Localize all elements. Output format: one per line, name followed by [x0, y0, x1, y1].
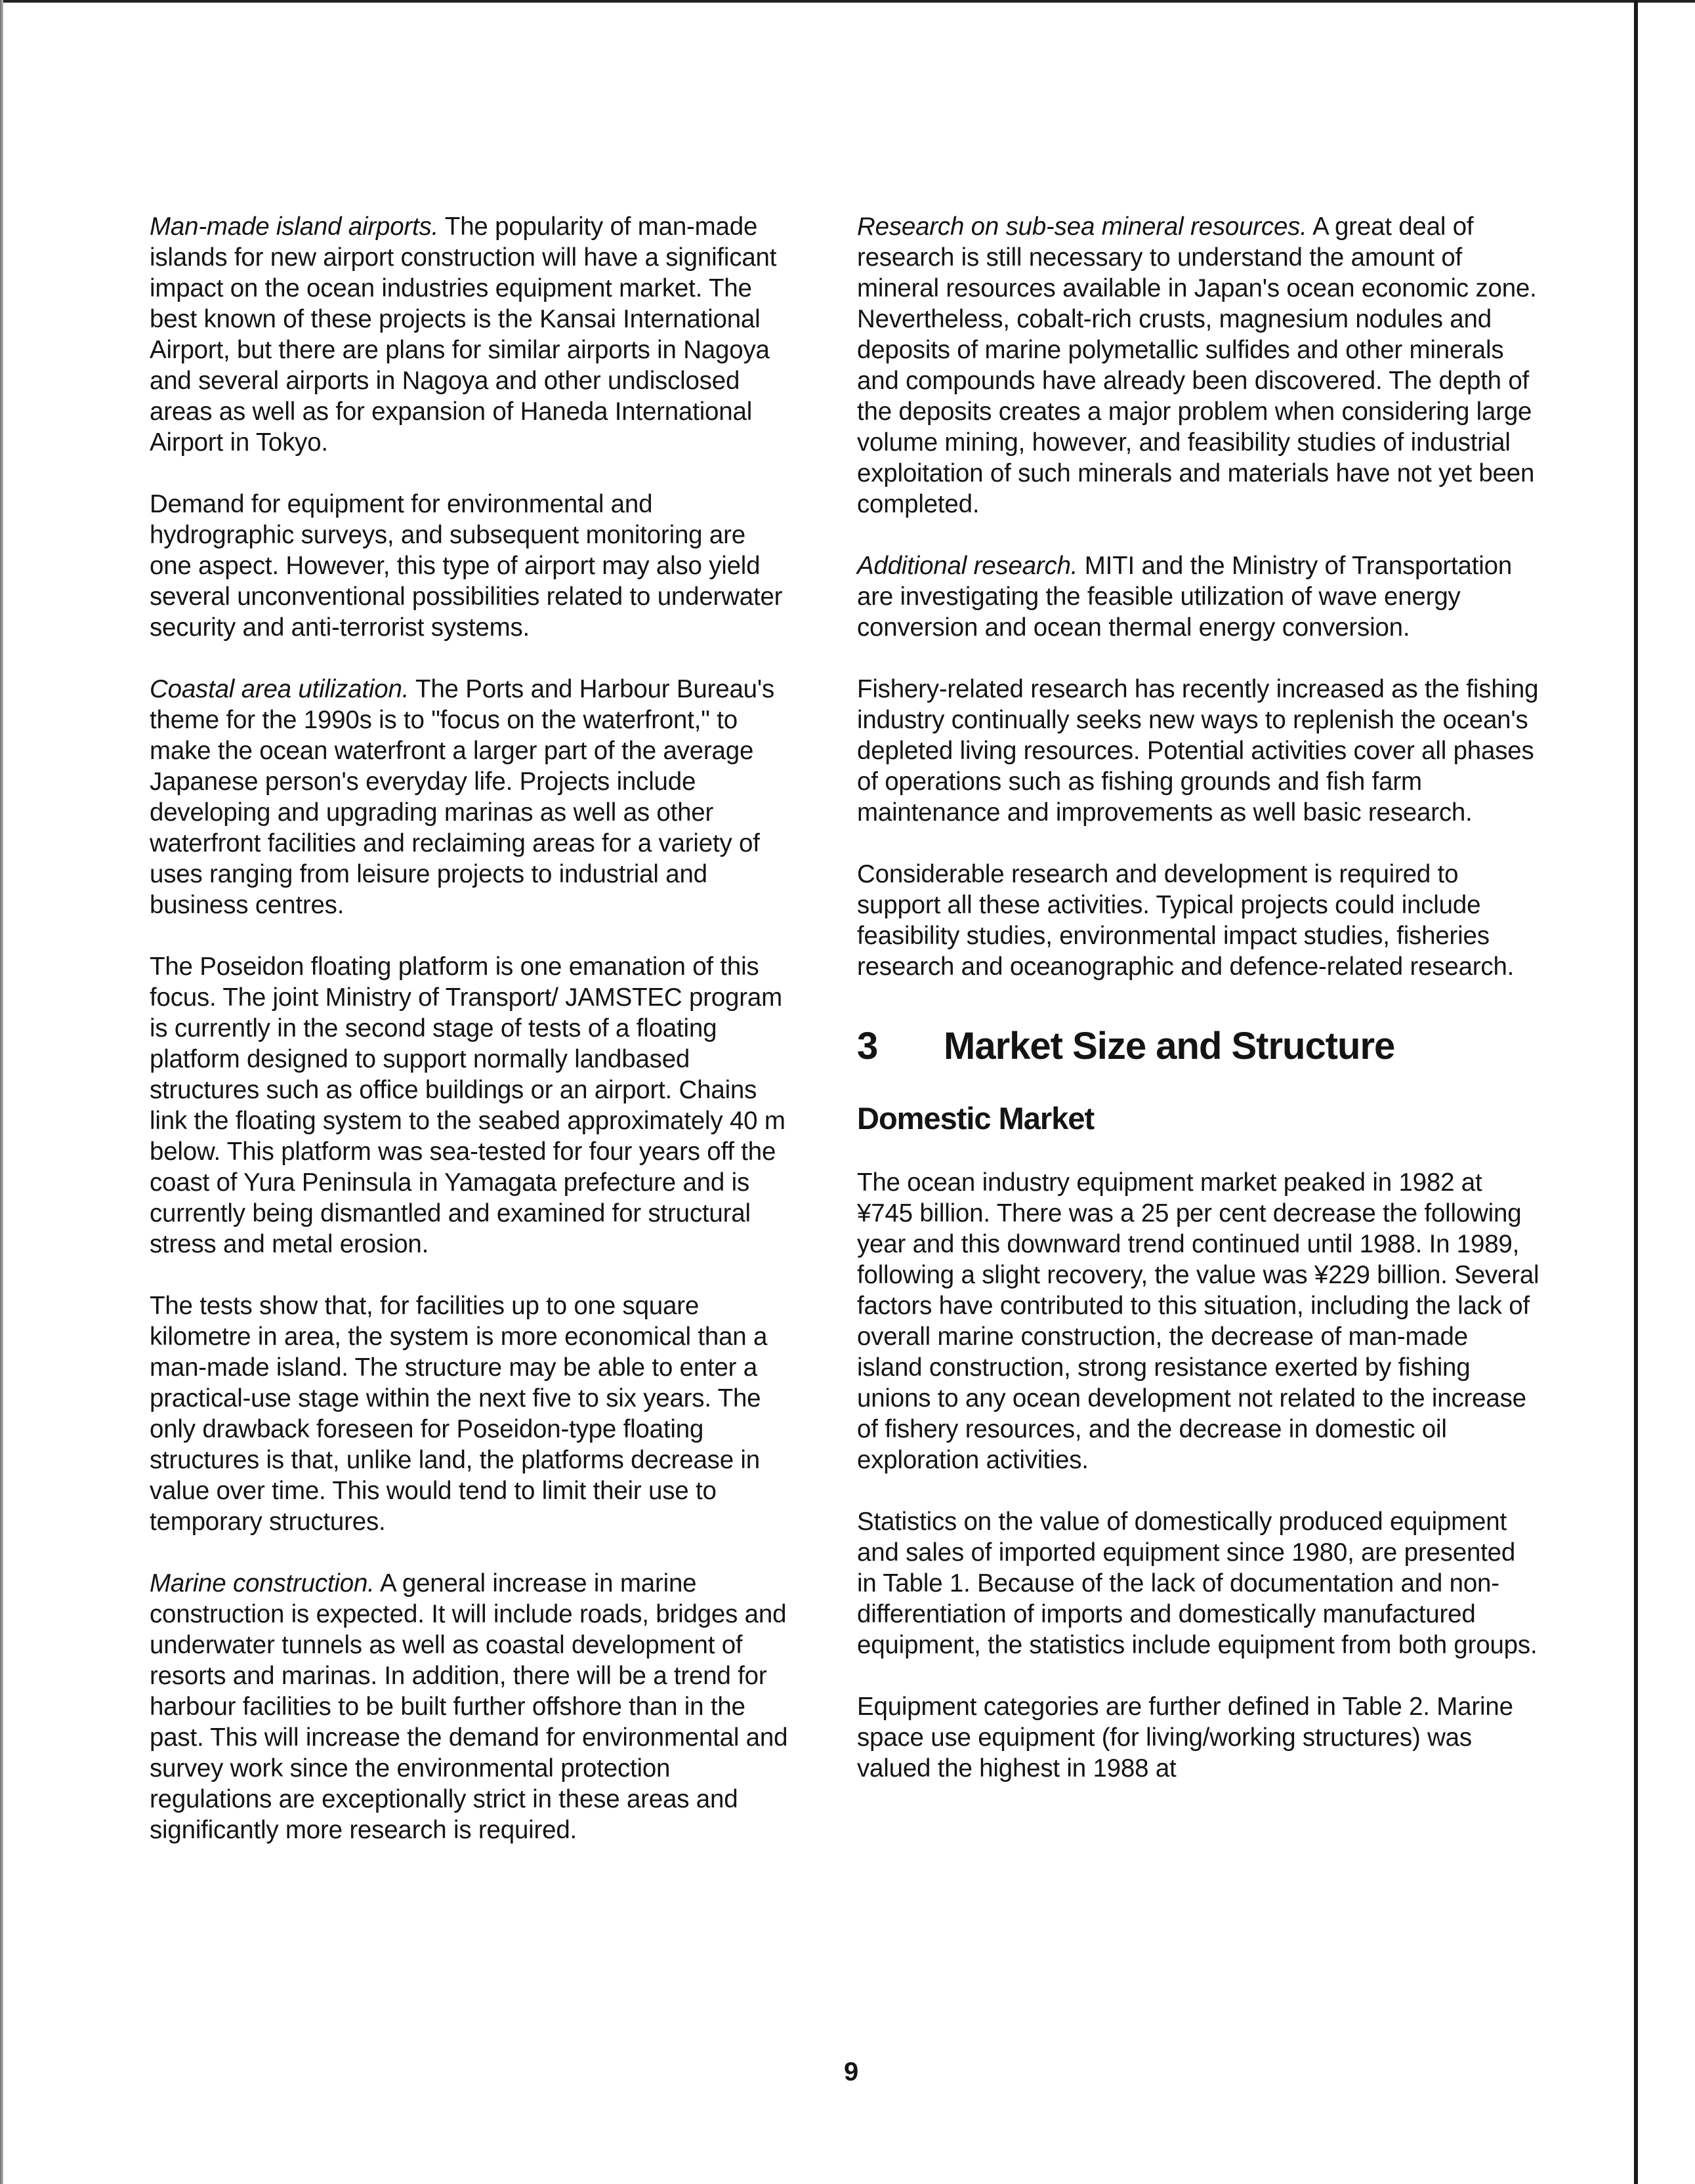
paragraph-marine-construction — [150, 1568, 793, 1845]
paragraph-text: Fishery-related research has recently increased as the fishing industry continually seeks new ways to replenish the ocean's depleted living resources. Potential activities cover all phases of operations such as fishing grounds and fish farm maintenance and improvements as well basic research. — [857, 675, 1539, 827]
left-column — [150, 211, 793, 1876]
subsection-heading: Domestic Market — [857, 1101, 1095, 1136]
paragraph-text: The tests show that, for facilities up to one square kilometre in area, the system is more economical than a man-made island. The structure may be able to enter a practical-use stage within the next five to six years. The only drawback foreseen for Poseidon-type floating structures is that, unlike land, the platforms decrease in value over time. This would tend to limit their use to temporary structures. — [150, 1292, 768, 1536]
paragraph-text: Considerable research and development is required to support all these activities. Typical projects could include feasibility studies, environmental impact studies, fisheries research and oceanographic and defence-related research. — [857, 860, 1515, 981]
paragraph-lead: Man-made island airports. — [150, 213, 439, 241]
paragraph-coastal-area-utilization — [150, 674, 793, 920]
paragraph-poseidon-platform — [150, 951, 793, 1260]
paragraph-text: The ocean industry equipment market peaked in 1982 at ¥745 billion. There was a 25 per cent decrease the following year and this downward trend continued until 1988. In 1989, following a slight recovery, the value was ¥229 billion. Several factors have contributed to this situation, including the lack of overall marine construction, the decrease of man-made island construction, strong resistance exerted by fishing unions to any ocean development not related to the increase of fishery resources, and the decrease in domestic oil exploration activities. — [857, 1168, 1539, 1474]
paragraph-text: The Ports and Harbour Bureau's theme for the 1990s is to "focus on the waterfront," to make the ocean waterfront a larger part of the average Japanese person's everyday life. Projects include developing and upgrading marinas as well as other waterfront facilities and reclaiming areas for a variety of uses ranging from leisure projects to industrial and business centres. — [150, 675, 775, 919]
page-number: 9 — [844, 2057, 859, 2086]
paragraph-lead: Additional research. — [857, 552, 1078, 580]
paragraph-additional-research — [857, 550, 1539, 643]
section-number: 3 — [857, 1025, 878, 1067]
paragraph-statistics — [857, 1506, 1539, 1660]
paragraph-platform-tests — [150, 1290, 793, 1537]
paragraph-text: The popularity of man-made islands for new airport construction will have a significant impact on the ocean industries equipment market. The best known of these projects is the Kansai International Airport, but there are plans for similar airports in Nagoya and several airports in Nagoya and other undisclosed areas as well as for expansion of Haneda International Airport in Tokyo. — [150, 213, 777, 457]
paragraph-fishery-research — [857, 674, 1539, 828]
paragraph-survey-demand — [150, 489, 793, 643]
page-top-edge — [0, 0, 1695, 3]
paragraph-sub-sea-minerals — [857, 211, 1539, 520]
page-right-edge — [1634, 0, 1638, 2184]
paragraph-text: Demand for equipment for environmental and hydrographic surveys, and subsequent monitoring are one aspect. However, this type of airport may also yield several unconventional possibilities related to underwater security and anti-terrorist systems. — [150, 490, 783, 642]
paragraph-text: A general increase in marine construction is expected. It will include roads, bridges and underwater tunnels as well as coastal development of resorts and marinas. In addition, there will be a trend for harbour facilities to be built further offshore than in the past. This will increase the demand for environmental and survey work since the environmental protection regulations are exceptionally strict in these areas and significantly more research is required. — [150, 1569, 788, 1844]
paragraph-market-peak — [857, 1167, 1539, 1475]
paragraph-lead: Coastal area utilization. — [150, 675, 409, 703]
paragraph-research-development — [857, 859, 1539, 982]
paragraph-lead: Research on sub-sea mineral resources. — [857, 213, 1307, 241]
page-left-edge — [0, 0, 3, 2184]
paragraph-text: Statistics on the value of domestically produced equipment and sales of imported equipment since 1980, are presented in Table 1. Because of the lack of documentation and non-differentiation of imports and domestically manufactured equipment, the statistics include equipment from both groups. — [857, 1508, 1538, 1659]
right-column — [857, 211, 1539, 1815]
paragraph-text: MITI and the Ministry of Transportation are investigating the feasible utilization of wave energy conversion and ocean thermal energy conversion. — [857, 552, 1513, 642]
paragraph-lead: Marine construction. — [150, 1569, 375, 1597]
paragraph-text: Equipment categories are further defined in Table 2. Marine space use equipment (for living/working structures) was valued the highest in 1988 at — [857, 1693, 1513, 1782]
paragraph-text: A great deal of research is still necessary to understand the amount of mineral resources available in Japan's ocean economic zone. Nevertheless, cobalt-rich crusts, magnesium nodules and deposits of marine polymetallic sulfides and other minerals and compounds have already been discovered. The depth of the deposits creates a major problem when considering large volume mining, however, and feasibility studies of industrial exploitation of such minerals and materials have not yet been completed. — [857, 213, 1537, 518]
paragraph-equipment-categories — [857, 1691, 1539, 1784]
paragraph-man-made-island-airports — [150, 211, 793, 458]
section-title: Market Size and Structure — [944, 1025, 1395, 1067]
paragraph-text: The Poseidon floating platform is one emanation of this focus. The joint Ministry of Transport/ JAMSTEC program is currently in the second stage of tests of a floating platform designed to support normally landbased structures such as office buildings or an airport. Chains link the floating system to the seabed approximately 40 m below. This platform was sea-tested for four years off the coast of Yura Peninsula in Yamagata prefecture and is currently being dismantled and examined for structural stress and metal erosion. — [150, 953, 785, 1258]
section-heading — [857, 1020, 1539, 1073]
